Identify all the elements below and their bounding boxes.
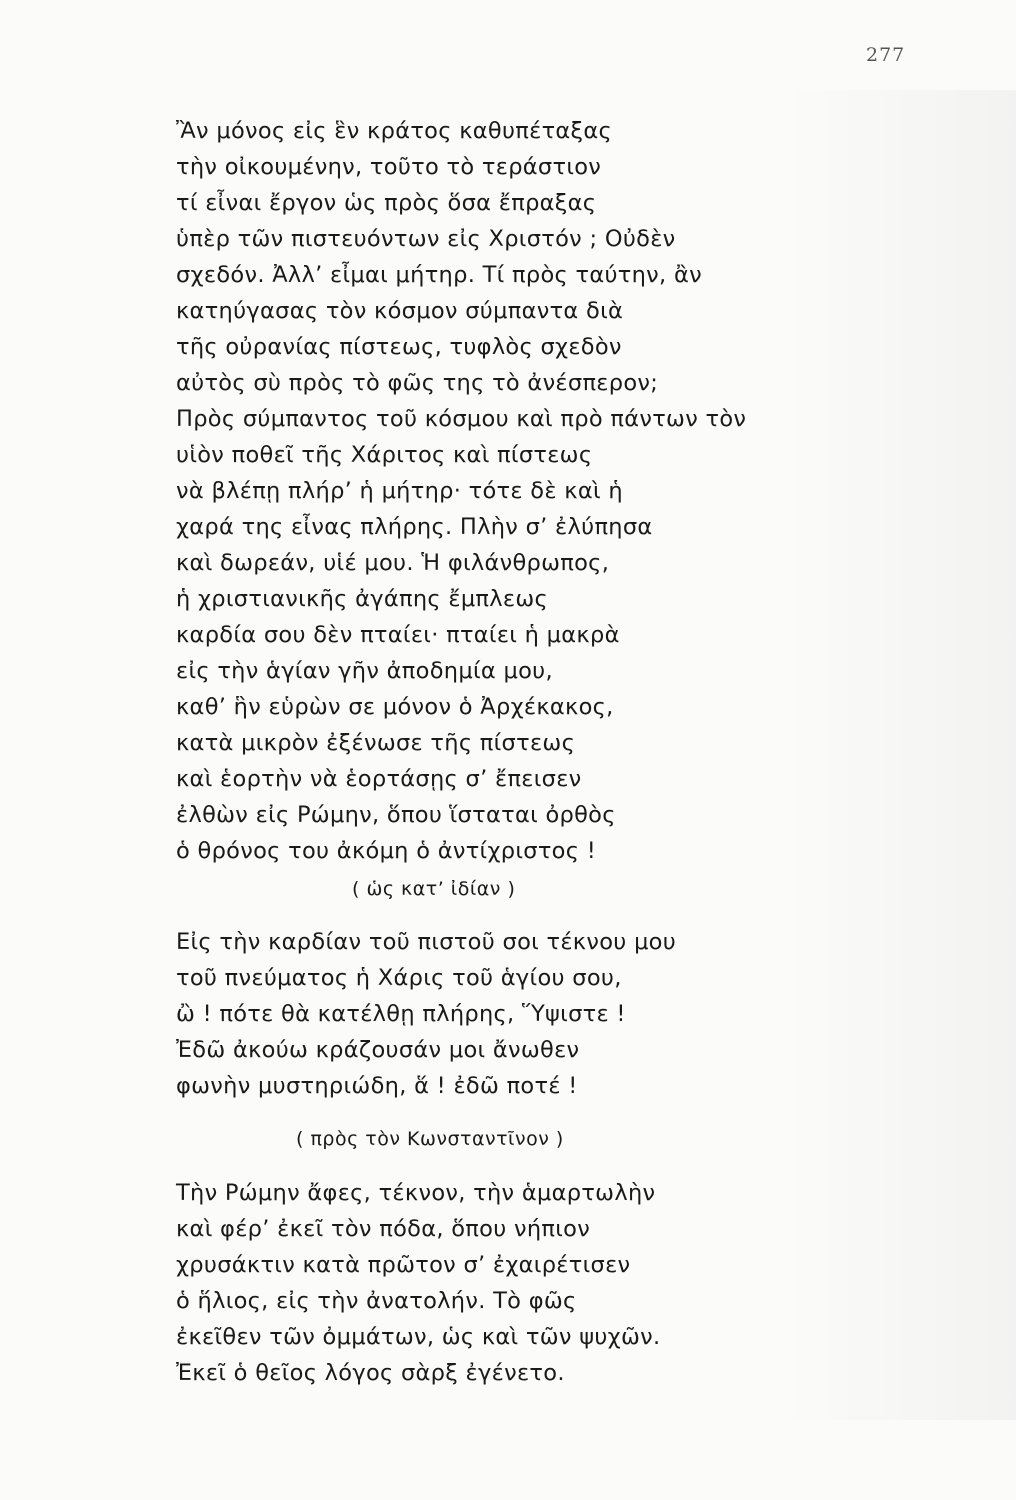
verse-line: Πρὸς σύμπαντος τοῦ κόσμου καὶ πρὸ πάντων τὸν [176,406,747,432]
verse-line: ὁ θρόνος του ἀκόμη ὁ ἀντίχριστος ! [176,838,597,864]
verse-line: καὶ φέρ’ ἐκεῖ τὸν πόδα, ὅπου νήπιον [176,1216,591,1242]
verse-line: ἐλθὼν εἰς Ρώμην, ὅπου ἵσταται ὀρθὸς [176,802,616,828]
verse-line: τῆς οὐρανίας πίστεως, τυφλὸς σχεδὸν [176,334,622,360]
page-number: 277 [866,44,906,66]
stanza-3 [176,1175,660,1391]
verse-line: χαρά της εἶνας πλήρης. Πλὴν σ’ ἐλύπησα [176,514,653,540]
verse-line: φωνὴν μυστηριώδη, ἅ ! ἐδῶ ποτέ ! [176,1073,578,1099]
verse-line: σχεδόν. Ἀλλ’ εἶμαι μήτηρ. Τί πρὸς ταύτην, ἂν [176,262,702,288]
verse-line: αὐτὸς σὺ πρὸς τὸ φῶς της τὸ ἀνέσπερον; [176,370,659,396]
stanza-2 [176,924,676,1104]
verse-line: ἐκεῖθεν τῶν ὀμμάτων, ὡς καὶ τῶν ψυχῶν. [176,1324,661,1350]
verse-line: τί εἶναι ἔργον ὡς πρὸς ὅσα ἔπραξας [176,190,597,216]
verse-line: χρυσάκτιν κατὰ πρῶτον σ’ ἐχαιρέτισεν [176,1252,631,1278]
verse-line: καὶ δωρεάν, υἱέ μου. Ἡ φιλάνθρωπος, [176,550,610,576]
verse-line: νὰ βλέπῃ πλήρ’ ἡ μήτηρ· τότε δὲ καὶ ἡ [176,478,623,504]
verse-line: Ἐδῶ ἀκούω κράζουσάν μοι ἄνωθεν [176,1037,580,1063]
verse-line: υἱὸν ποθεῖ τῆς Χάριτος καὶ πίστεως [176,442,593,468]
stanza-1 [176,113,746,869]
verse-line: ἡ χριστιανικῆς ἀγάπης ἔμπλεως [176,586,549,612]
verse-line: εἰς τὴν ἁγίαν γῆν ἀποδημία μου, [176,658,553,684]
verse-line: κατηύγασας τὸν κόσμον σύμπαντα διὰ [176,298,624,324]
verse-line: καθ’ ἣν εὑρὼν σε μόνον ὁ Ἀρχέκακος, [176,694,614,720]
stage-direction: ( πρὸς τὸν Κωνσταντῖνον ) [296,1128,564,1150]
verse-line: Ἂν μόνος εἰς ἓν κράτος καθυπέταξας [176,118,613,144]
verse-line: κατὰ μικρὸν ἐξένωσε τῆς πίστεως [176,730,576,756]
verse-line: τὴν οἰκουμένην, τοῦτο τὸ τεράστιον [176,154,602,180]
verse-line: Ἐκεῖ ὁ θεῖος λόγος σὰρξ ἐγένετο. [176,1360,565,1386]
verse-line: ὁ ἥλιος, εἰς τὴν ἀνατολήν. Τὸ φῶς [176,1288,577,1314]
verse-line: ὢ ! πότε θὰ κατέλθῃ πλήρης, Ὕψιστε ! [176,1001,626,1027]
show-through-shading [786,90,1016,1420]
verse-line: Τὴν Ρώμην ἄφες, τέκνον, τὴν ἁμαρτωλὴν [176,1180,656,1206]
stage-direction: ( ὡς κατ’ ἰδίαν ) [352,878,516,900]
verse-line: καρδία σου δὲν πταίει· πταίει ἡ μακρὰ [176,622,620,648]
verse-line: Εἰς τὴν καρδίαν τοῦ πιστοῦ σοι τέκνου μου [176,929,677,955]
verse-line: τοῦ πνεύματος ἡ Χάρις τοῦ ἁγίου σου, [176,965,622,991]
verse-line: καὶ ἑορτὴν νὰ ἑορτάσῃς σ’ ἔπεισεν [176,766,582,792]
verse-line: ὑπὲρ τῶν πιστευόντων εἰς Χριστόν ; Οὐδὲν [176,226,676,252]
